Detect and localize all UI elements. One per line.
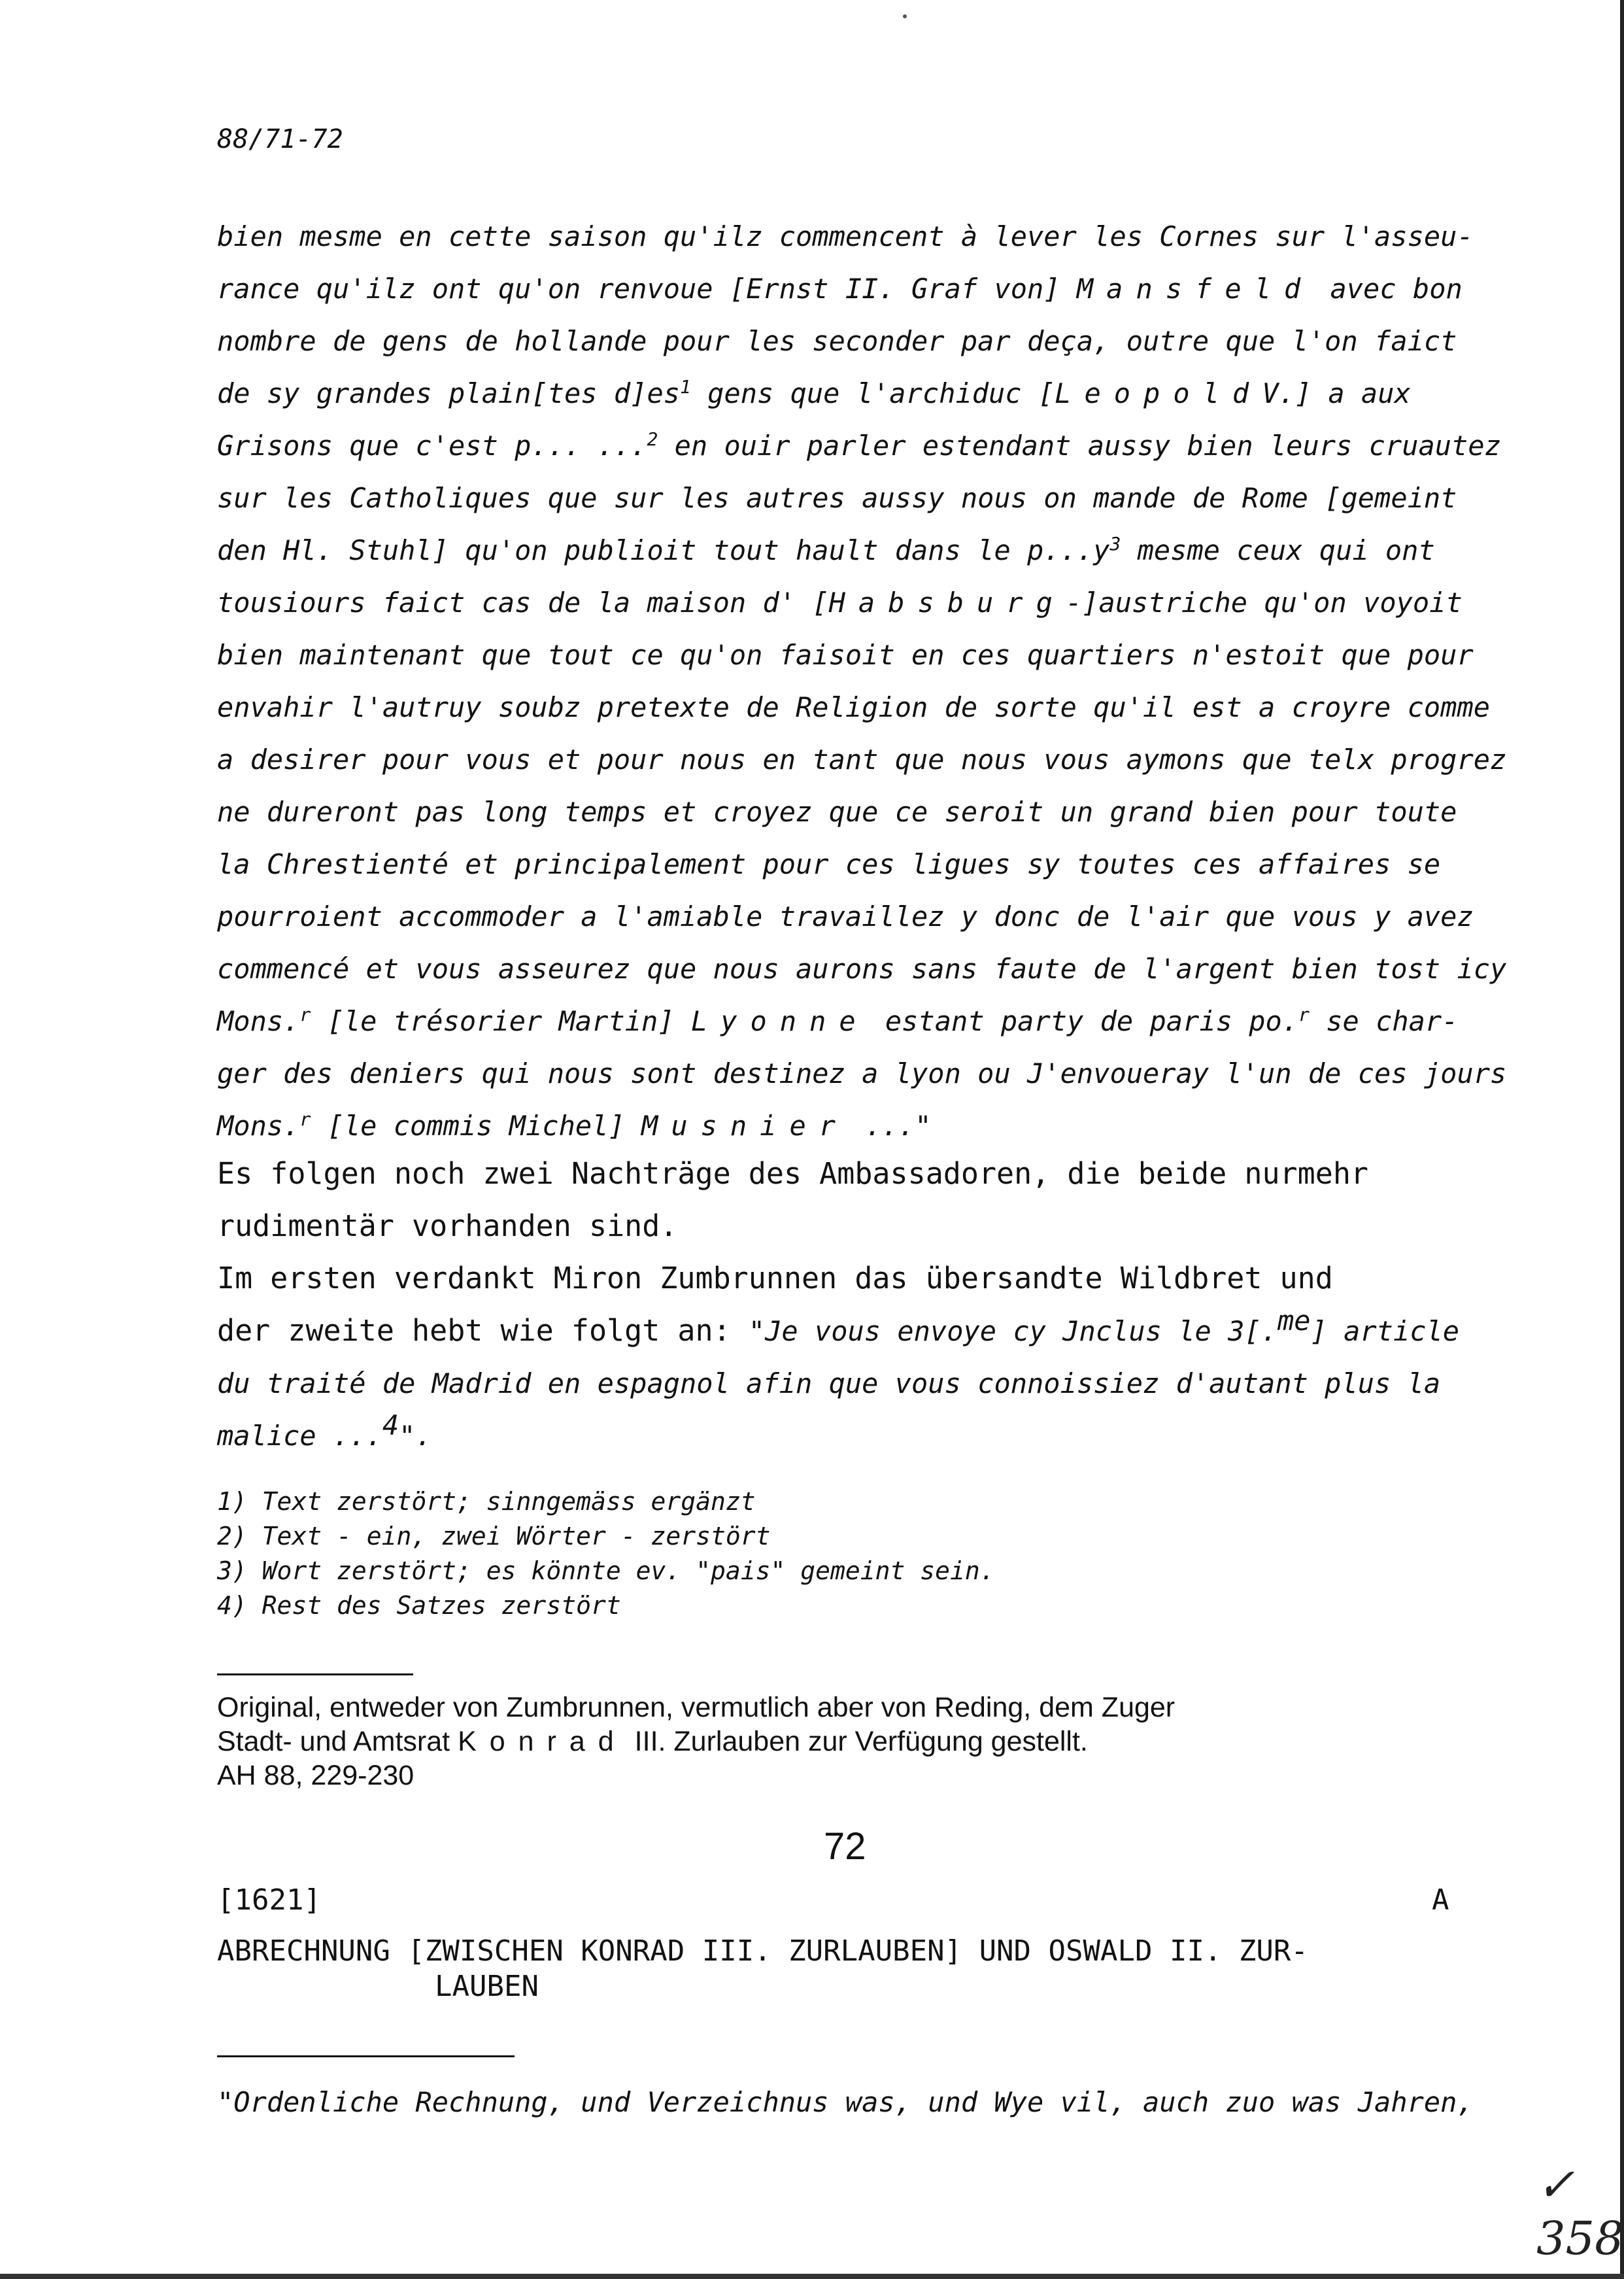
footnote-marker: 2 [647, 428, 658, 450]
rechnung-quote: "Ordenliche Rechnung, und Verzeichnus was, und Wye vil, auch zuo was Jahren, [217, 2086, 1474, 2118]
divider [217, 2055, 515, 2057]
footnotes [217, 1484, 995, 1623]
spaced-name: Lyonne [690, 1005, 869, 1037]
spaced-name: Habsburg [828, 587, 1066, 619]
commentary-line: du traité de Madrid en espagnol afin que vous connoissiez d'autant plus la [217, 1367, 1441, 1399]
quote-line: sur les Catholiques que sur les autres aussy nous on mande de Rome [gemeint [217, 482, 1457, 514]
commentary-line: der zweite hebt wie folgt an: "Je vous envoye cy Jnclus le 3[.$^{me}$] article [217, 1305, 1460, 1348]
document-date: [1621] [217, 1883, 321, 1917]
page-reference: 88/71-72 [217, 124, 343, 154]
commentary-line: Es folgen noch zwei Nachträge des Ambassadoren, die beide nurmehr [217, 1156, 1368, 1191]
divider [217, 1673, 413, 1675]
handwritten-archive-mark: ✓ 358 [1536, 2158, 1624, 2265]
quote-line: bien mesme en cette saison qu'ilz commencent à lever les Cornes sur l'asseu- [217, 220, 1474, 252]
quote-line: Mons.$^r$ [le trésorier Martin] Lyonne estant party de paris po.$^r$ se char- [217, 1004, 1459, 1037]
spaced-name: Konrad [458, 1726, 627, 1757]
quote-line: rance qu'ilz ont qu'on renvoue [Ernst II. Graf von] Mansfeld avec bon [217, 273, 1463, 305]
document-number: 72 [824, 1825, 866, 1868]
quote-line: commencé et vous asseurez que nous aurons sans faute de l'argent bien tost icy [217, 953, 1507, 985]
quote-line: a desirer pour vous et pour nous en tant que nous vous aymons que telx progrez [217, 744, 1507, 776]
footnote: 2) Text - ein, zwei Wörter - zerstört [217, 1522, 771, 1551]
quote-line: ger des deniers qui nous sont destinez a lyon ou J'envoueray l'un de ces jours [217, 1057, 1507, 1089]
document-category: A [1432, 1883, 1449, 1917]
spaced-name: Musnier [641, 1110, 849, 1142]
quote-line: Mons.$^r$ [le commis Michel] Musnier ..." [217, 1108, 932, 1142]
source-line: Original, entweder von Zumbrunnen, vermutlich aber von Reding, dem Zuger [217, 1692, 1176, 1723]
quote-line: bien maintenant que tout ce qu'on faisoit en ces quartiers n'estoit que pour [217, 639, 1474, 671]
footnote: 1) Text zerstört; sinngemäss ergänzt [217, 1487, 756, 1516]
document-title: ABRECHNUNG [ZWISCHEN KONRAD III. ZURLAUBEN] UND OSWALD II. ZUR- [217, 1934, 1308, 1968]
spaced-name: Mansfeld [1076, 273, 1314, 305]
quote-line: tousiours faict cas de la maison d' [Habsburg-]austriche qu'on voyoit [217, 587, 1463, 619]
source-line: Stadt- und Amtsrat Konrad III. Zurlauben zur Verfügung gestellt. [217, 1726, 1088, 1757]
commentary-line: malice ...$^4$". [217, 1409, 432, 1452]
footnote-marker: 3 [1109, 533, 1121, 555]
french-quote-block [217, 211, 1525, 1152]
spaced-name: Leopold [1055, 377, 1262, 409]
commentary-line: rudimentär vorhanden sind. [217, 1208, 678, 1243]
footnote: 4) Rest des Satzes zerstört [217, 1591, 621, 1620]
commentary-line: Im ersten verdankt Miron Zumbrunnen das übersandte Wildbret und [217, 1261, 1333, 1295]
scan-edge-right [1620, 0, 1624, 2279]
footnote-marker: 1 [680, 376, 691, 398]
source-note [217, 1690, 1175, 1792]
quote-line: ne dureront pas long temps et croyez que ce seroit un grand bien pour toute [217, 796, 1457, 828]
quote-line: pourroient accommoder a l'amiable travaillez y donc de l'air que vous y avez [217, 900, 1474, 933]
footnote: 3) Wort zerstört; es könnte ev. "pais" gemeint sein. [217, 1556, 995, 1585]
quote-line: nombre de gens de hollande pour les seconder par deça, outre que l'on faict [217, 325, 1457, 357]
source-line: AH 88, 229-230 [217, 1760, 414, 1791]
quote-line: den Hl. Stuhl] qu'on publioit tout hault dans le $p...y^3$ mesme ceux qui ont [217, 533, 1435, 566]
quote-line: Grisons que c'est p... ...$^2$ en ouir parler estendant aussy bien leurs cruautez [217, 428, 1501, 462]
quote-line: la Chrestienté et principalement pour ces ligues sy toutes ces affaires se [217, 848, 1441, 880]
german-commentary [217, 1148, 1538, 1462]
scan-speck [903, 14, 907, 18]
scan-edge-bottom [0, 2274, 1624, 2279]
quote-line: de sy grandes plain[tes $d]es^1$ gens que l'archiduc [LeopoldV.] a aux [217, 376, 1411, 409]
document-title-continued: LAUBEN [435, 1970, 539, 2003]
quote-line: envahir l'autruy soubz pretexte de Religion de sorte qu'il est a croyre comme [217, 691, 1491, 723]
